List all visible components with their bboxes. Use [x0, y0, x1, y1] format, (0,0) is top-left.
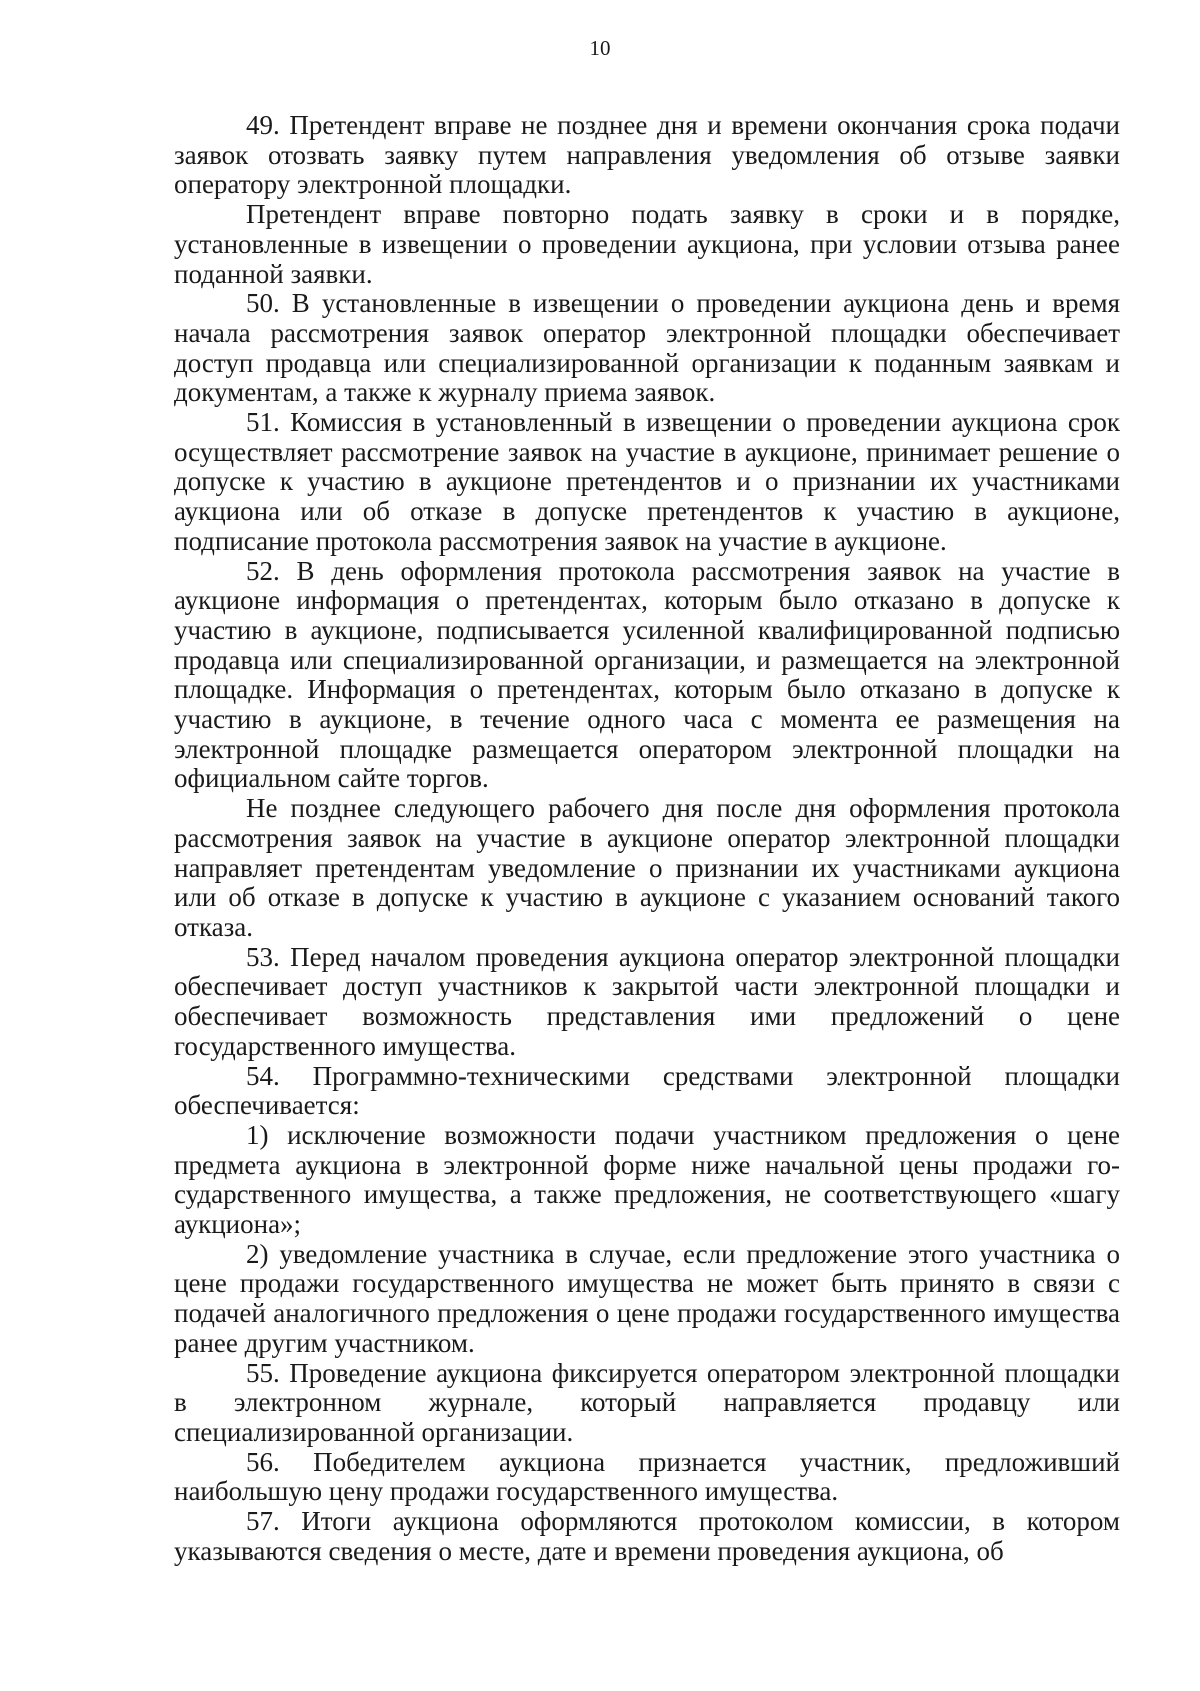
paragraph-50: 50. В установленные в извещении о проведении аукциона день и время начала рассмотрения заявок оператор электронной площадки обеспечивает доступ продавца или специализированной организации к поданным заявкам и документам, а также к журналу приема заявок.	[174, 288, 1120, 408]
page-number: 10	[589, 36, 611, 60]
paragraph-55: 55. Проведение аукциона фиксируется оператором электронной площадки в электронном журнале, который направляется продавцу или специализированной организации.	[174, 1357, 1120, 1447]
paragraph-52: 52. В день оформления протокола рассмотрения заявок на участие в аукционе информация о претендентах, которым было отказано в допуске к участию в аукционе, подписывается усиленной квалифицированной подписью продавца или специализированной организации, и размещается на электронной площадке. Информация о претендентах, которым было отказано в допуске к участию в аукционе, в течение одного часа с момента ее размещения на электронной площадке размещается оператором электронной площадки на официальном сайте торгов.	[174, 555, 1120, 794]
paragraph-56: 56. Победителем аукциона признается участник, предложивший наибольшую цену продажи государственного имущества.	[174, 1446, 1120, 1507]
paragraph-49-resubmit: Претендент вправе повторно подать заявку в сроки и в порядке, установленные в извещении о проведении аукциона, при условии отзыва ранее поданной заявки.	[174, 199, 1120, 289]
paragraph-54-item-2: 2) уведомление участника в случае, если предложение этого участника о цене продажи государственного имущества не может быть принято в связи с подачей аналогичного предложения о цене продажи государственного имущества ранее другим участником.	[174, 1238, 1120, 1358]
paragraph-54: 54. Программно-техническими средствами электронной площадки обеспечивается:	[174, 1060, 1120, 1121]
document-body	[174, 111, 1120, 1566]
paragraph-54-item-1: 1) исключение возможности подачи участником предложения о цене предмета аукциона в электронной форме ниже начальной цены продажи государственного имущества, а также предложения, не соответствующего «шагу аукциона»;	[174, 1119, 1120, 1240]
paragraph-51: 51. Комиссия в установленный в извещении о проведении аукциона срок осуществляет рассмотрение заявок на участие в аукционе, принимает решение о допуске к участию в аукционе претендентов и о признании их участниками аукциона или об отказе в допуске претендентов к участию в аукционе, подписание протокола рассмотрения заявок на участие в аукционе.	[174, 407, 1120, 556]
paragraph-52-notification: Не позднее следующего рабочего дня после дня оформления протокола рассмотрения заявок на участие в аукционе оператор электронной площадки направляет претендентам уведомление о признании их участниками аукциона или об отказе в допуске к участию в аукционе с указанием оснований такого отказа.	[174, 793, 1120, 942]
paragraph-57: 57. Итоги аукциона оформляются протоколом комиссии, в котором указываются сведения о месте, дате и времени проведения аукциона, об	[174, 1506, 1120, 1566]
paragraph-53: 53. Перед началом проведения аукциона оператор электронной площадки обеспечивает доступ участников к закрытой части электронной площадки и обеспечивает возможность представления ими предложений о цене государственного имущества.	[174, 941, 1120, 1061]
paragraph-49: 49. Претендент вправе не позднее дня и времени окончания срока подачи заявок отозвать заявку путем направления уведомления об отзыве заявки оператору электронной площадки.	[174, 110, 1120, 200]
